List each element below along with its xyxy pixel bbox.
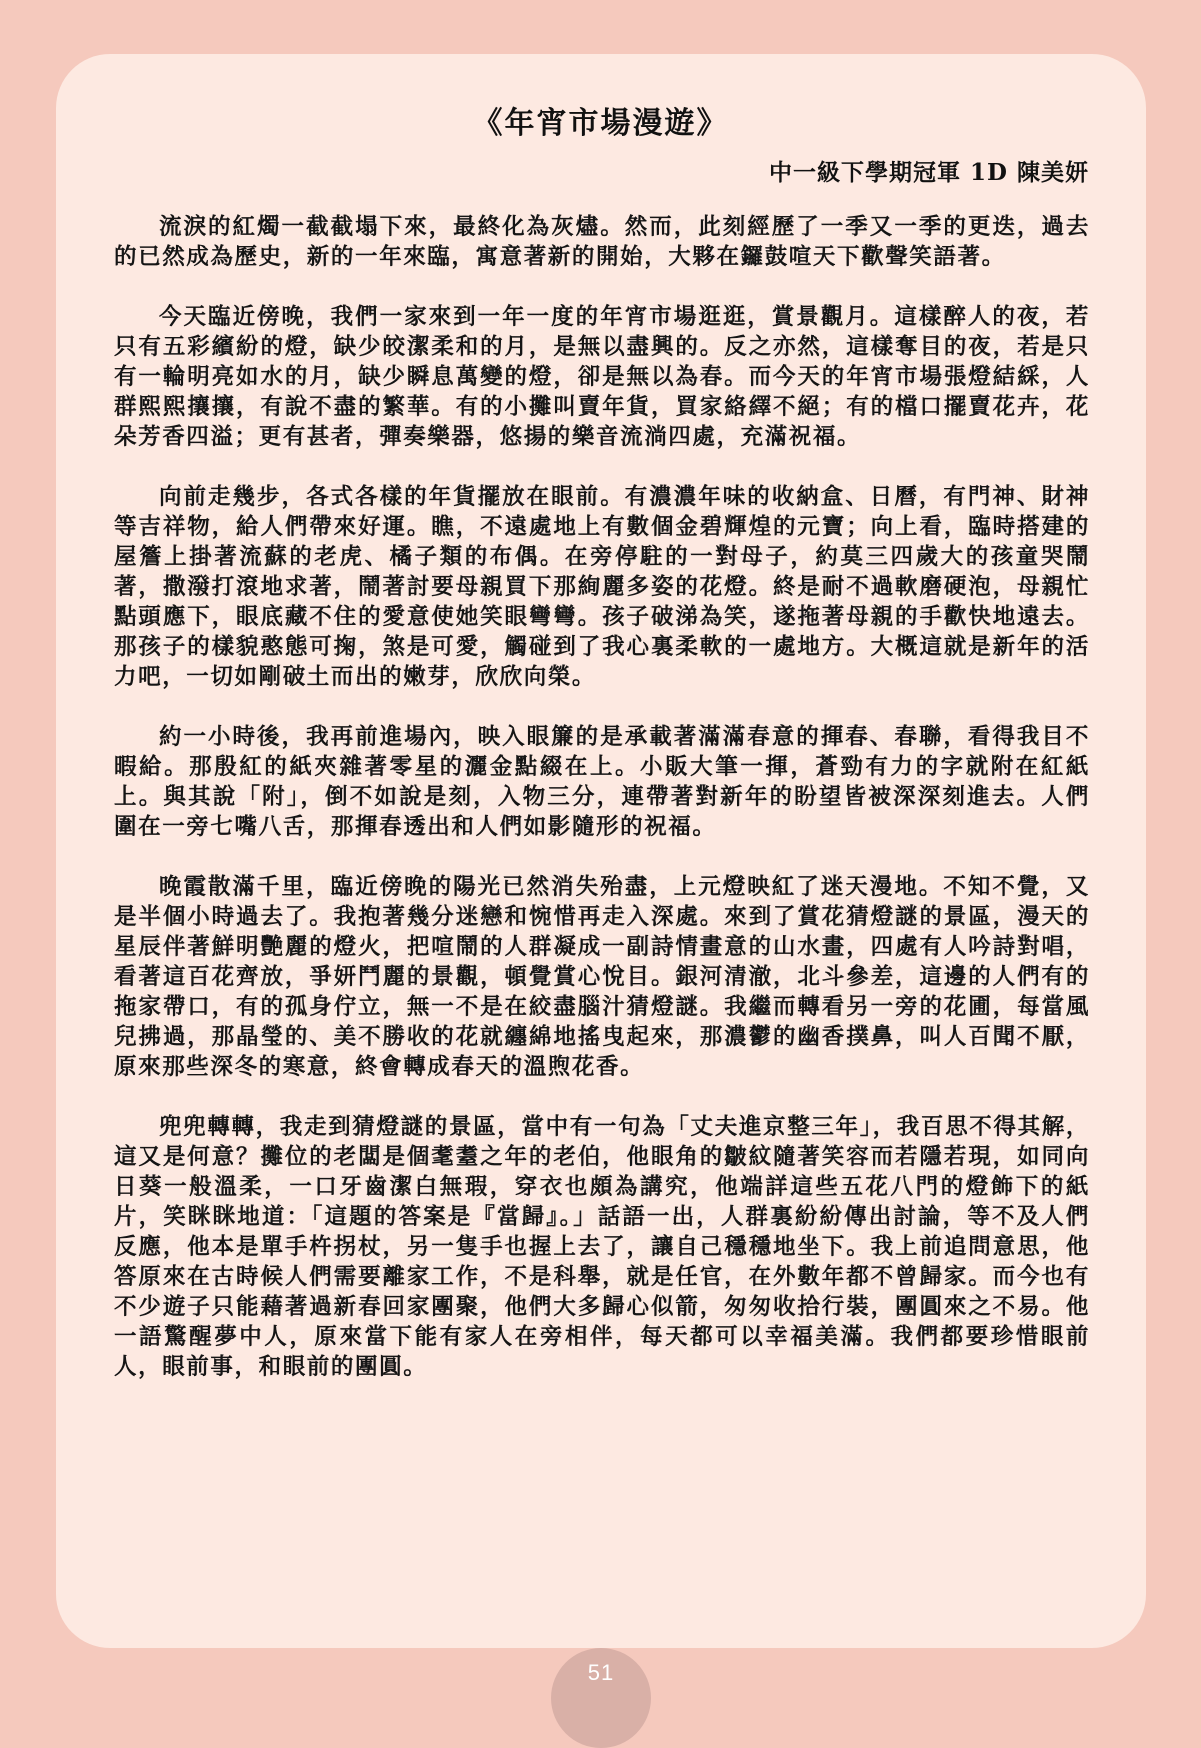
paragraph-6: 兜兜轉轉，我走到猜燈謎的景區，當中有一句為「丈夫進京整三年」，我百思不得其解，這又是何意？攤位的老闆是個耄耋之年的老伯，他眼角的皺紋隨著笑容而若隱若現，如同向日葵一般溫柔，一口牙齒潔白無瑕，穿衣也頗為講究，他端詳這些五花八門的燈飾下的紙片，笑眯眯地道：「這題的答案是『當歸』。」話語一出，人群裏紛紛傳出討論，等不及人們反應，他本是單手杵拐杖，另一隻手也握上去了，讓自己穩穩地坐下。我上前追問意思，他答原來在古時候人們需要離家工作，不是科舉，就是任官，在外數年都不曾歸家。而今也有不少遊子只能藉著過新春回家團聚，他們大多歸心似箭，匆匆收拾行裝，團圓來之不易。他一語驚醒夢中人，原來當下能有家人在旁相伴，每天都可以幸福美滿。我們都要珍惜眼前人，眼前事，和眼前的團圓。 (114, 1114, 1090, 1380)
page-number: 51 (587, 1660, 615, 1685)
paragraph-4: 約一小時後，我再前進場內，映入眼簾的是承載著滿滿春意的揮春、春聯，看得我目不暇給。那殷紅的紙夾雜著零星的灑金點綴在上。小販大筆一揮，蒼勁有力的字就附在紅紙上。與其說「附」，倒不如說是刻，入物三分，連帶著對新年的盼望皆被深深刻進去。人們圍在一旁七嘴八舌，那揮春透出和人們如影隨形的祝福。 (114, 724, 1090, 840)
page-title: 《年宵市場漫遊》 (472, 106, 729, 141)
paragraph-3: 向前走幾步，各式各樣的年貨擺放在眼前。有濃濃年味的收納盒、日曆，有門神、財神等吉祥物，給人們帶來好運。瞧，不遠處地上有數個金碧輝煌的元寶；向上看，臨時搭建的屋簷上掛著流蘇的老虎、橘子類的布偶。在旁停駐的一對母子，約莫三四歲大的孩童哭鬧著，撒潑打滾地求著，鬧著討要母親買下那絢麗多姿的花燈。終是耐不過軟磨硬泡，母親忙點頭應下，眼底藏不住的愛意使她笑眼彎彎。孩子破涕為笑，遂拖著母親的手歡快地遠去。那孩子的樣貌憨態可掬，煞是可愛，觸碰到了我心裏柔軟的一處地方。大概這就是新年的活力吧，一切如剛破土而出的嫩芽，欣欣向榮。 (114, 484, 1090, 690)
page-number-badge (551, 1648, 651, 1748)
essay-body (114, 212, 1090, 1412)
author-byline: 中一級下學期冠軍 1D 陳美妍 (769, 159, 1089, 186)
paragraph-5: 晚霞散滿千里，臨近傍晚的陽光已然消失殆盡，上元燈映紅了迷天漫地。不知不覺，又是半個小時過去了。我抱著幾分迷戀和惋惜再走入深處。來到了賞花猜燈謎的景區，漫天的星辰伴著鮮明艷麗的燈火，把喧鬧的人群凝成一副詩情畫意的山水畫，四處有人吟詩對唱，看著這百花齊放，爭妍鬥麗的景觀，頓覺賞心悅目。銀河清澈，北斗參差，這邊的人們有的拖家帶口，有的孤身佇立，無一不是在絞盡腦汁猜燈謎。我繼而轉看另一旁的花圃，每當風兒拂過，那晶瑩的、美不勝收的花就纏綿地搖曳起來，那濃鬱的幽香撲鼻，叫人百聞不厭，原來那些深冬的寒意，終會轉成春天的溫煦花香。 (114, 874, 1090, 1080)
paragraph-1: 流淚的紅燭一截截塌下來，最終化為灰燼。然而，此刻經歷了一季又一季的更迭，過去的已然成為歷史，新的一年來臨，寓意著新的開始，大夥在鑼鼓喧天下歡聲笑語著。 (114, 214, 1090, 270)
paragraph-2: 今天臨近傍晚，我們一家來到一年一度的年宵市場逛逛，賞景觀月。這樣醉人的夜，若只有五彩繽紛的燈，缺少皎潔柔和的月，是無以盡興的。反之亦然，這樣奪目的夜，若是只有一輪明亮如水的月，缺少瞬息萬變的燈，卻是無以為春。而今天的年宵市場張燈結綵，人群熙熙攘攘，有說不盡的繁華。有的小攤叫賣年貨，買家絡繹不絕；有的檔口擺賣花卉，花朵芳香四溢；更有甚者，彈奏樂器，悠揚的樂音流淌四處，充滿祝福。 (114, 304, 1090, 450)
